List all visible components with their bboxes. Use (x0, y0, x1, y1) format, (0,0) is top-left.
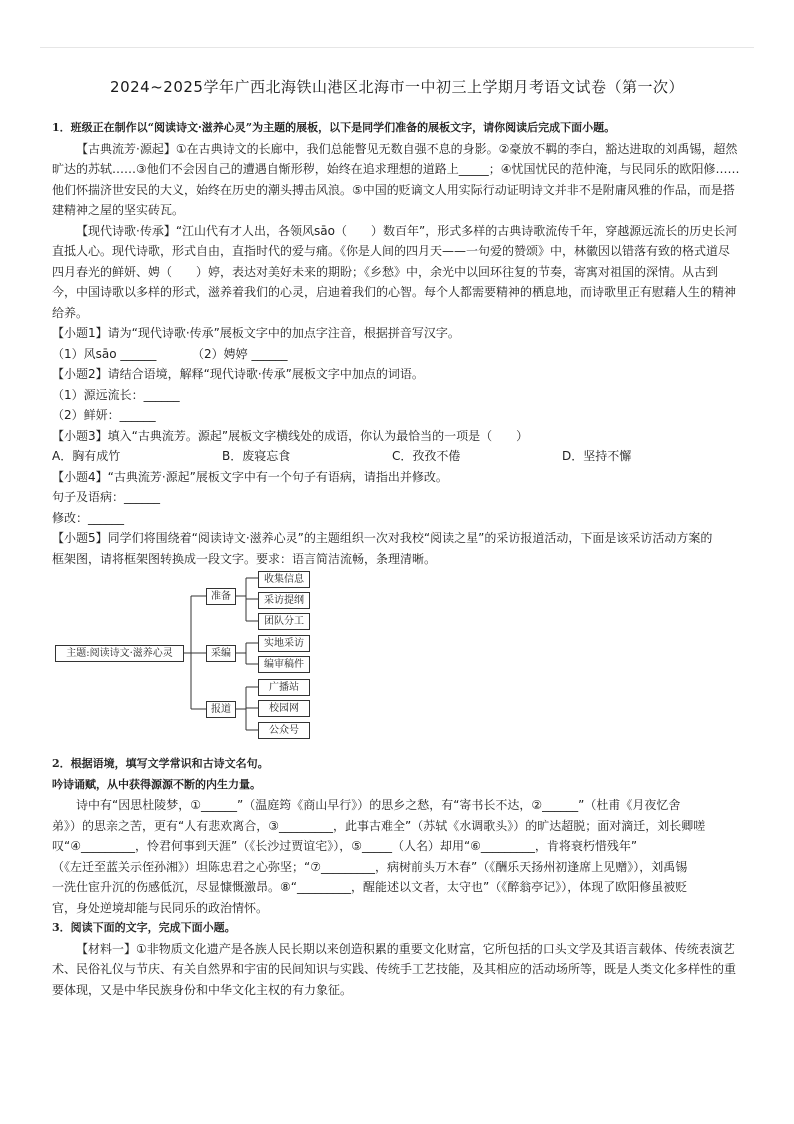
option-d: D．坚持不懈 (562, 449, 632, 463)
q2-line: 叹“④_________，怜君何事到天涯”（《长沙过贾谊宅》），⑤_____（人名）却用“⑥_________，肯将衰朽惜残年” (52, 839, 638, 853)
passage-2-line: 四月春光的鲜妍、娉（ ）婷，表达对美好未来的期盼；《乡愁》中，余光中以回环往复的节奏，寄寓对祖国的深情。从古到 (52, 264, 719, 279)
answer-blank-2: （2）娉婷 ______ (192, 346, 288, 361)
question-2-heading: 2．根据语境，填写文学常识和古诗文名句。 (52, 757, 269, 770)
branch-report: 报道 (206, 701, 236, 718)
q2-line: 弟》）的思亲之苦，更有“人有悲欢离合，③_________，此事古难全”（苏轼《水调歌头》）的旷达超脱；面对滴迁，刘长卿嗟 (52, 818, 706, 833)
passage-1-line: 【古典流芳·源起】①在古典诗文的长廊中，我们总能瞥见无数自强不息的身影。②豪放不羁的李白，豁达进取的刘禹锡，超然 (76, 141, 738, 156)
leaf-edit-manuscript: 编审稿件 (258, 656, 310, 673)
option-a: A．胸有成竹 (52, 449, 121, 463)
question-3-heading: 3．阅读下面的文字，完成下面小题。 (52, 921, 236, 934)
leaf-team-division: 团队分工 (258, 613, 310, 630)
leaf-interview-outline: 采访提纲 (258, 592, 310, 609)
passage-1-line: 他们怀揣济世安民的大义，始终在历史的潮头搏击风浪。⑤中国的贬谪文人用实际行动证明诗文并非不是附庸风雅的作品，而是搭 (52, 182, 735, 197)
option-c: C．孜孜不倦 (392, 449, 461, 463)
subquestion-5-cont: 框架图，请将框架图转换成一段文字。要求：语言简洁流畅，条理清晰。 (52, 551, 437, 566)
q2-line: 诗中有“因思杜陵梦，①______”（温庭筠《商山早行》）的思乡之愁，有“寄书长不达，②______”（杜甫《月夜忆舍 (76, 798, 681, 812)
material-1-line: 【材料一】①非物质文化遗产是各族人民长期以来创造积累的重要文化财富，它所包括的口头文学及其语言载体、传统表演艺 (76, 941, 735, 956)
passage-2-line: 今，中国诗歌以多样的形式，滋养着我们的心灵，启迪着我们的心智。每个人都需要精神的栖息地，而诗歌里正有慰藉人生的精神 (52, 285, 737, 299)
passage-2-line: 直抵人心。现代诗歌，形式自由，直指时代的爱与痛。《你是人间的四月天——一句爱的赞颂》中，林徽因以错落有致的格式道尽 (52, 244, 731, 258)
subquestion-5: 【小题5】同学们将围绕着“阅读诗文·滋养心灵”的主题组织一次对我校“阅读之星”的采访报道活动，下面是该采访活动方案的 (52, 531, 713, 545)
passage-1-line: 建精神之屋的坚实砖瓦。 (52, 203, 185, 217)
page-title: 2024~2025学年广西北海铁山港区北海市一中初三上学期月考语文试卷（第一次） (110, 78, 684, 96)
q2-line: 官，身处逆境却能与民同乐的政治情怀。 (52, 900, 269, 915)
answer-blank-5: 句子及语病：______ (52, 490, 161, 504)
exam-content (52, 118, 742, 1000)
answer-blank-3: （1）源远流长：______ (52, 387, 180, 402)
subquestion-4: 【小题4】“古典流芳·源起”展板文字中有一个句子有语病，请指出并修改。 (52, 469, 448, 484)
passage-2-line: 给养。 (52, 305, 89, 320)
subquestion-3-options (52, 446, 742, 467)
answer-blank-6: 修改：______ (52, 510, 125, 525)
material-1-line: 术、民俗礼仪与节庆、有关自然界和宇宙的民间知识与实践、传统手工艺技能，及其相应的活动场所等，既是人类文化多样性的重 (52, 962, 737, 976)
subquestion-3: 【小题3】填入“古典流芳。源起”展板文字横线处的成语，你认为最恰当的一项是（ ） (52, 428, 529, 443)
option-b: B．废寝忘食 (222, 449, 291, 463)
material-1-line: 要体现，又是中华民族身份和中华文化主权的有力象征。 (52, 982, 353, 997)
leaf-collect-info: 收集信息 (258, 571, 310, 588)
branch-edit: 采编 (206, 645, 236, 662)
answer-blank-1: （1）风sāo ______ (52, 346, 157, 361)
leaf-campus-web: 校园网 (258, 700, 310, 717)
passage-1-line: 旷达的苏轼……③他们不会因自己的遭遇自惭形秽，始终在追求理想的道路上_____；④忧国忧民的范仲淹，与民同乐的欧阳修…… (52, 162, 740, 176)
q2-line: （《左迁至蓝关示侄孙湘》）坦陈忠君之心弥坚；“⑦_________，病树前头万木春”（《酬乐天扬州初逢席上见赠》），刘禹锡 (52, 859, 688, 874)
question-1-heading: 1．班级正在制作以“阅读诗文·滋养心灵”为主题的展板，以下是同学们准备的展板文字，请你阅读后完成下面小题。 (52, 121, 616, 134)
leaf-radio-station: 广播站 (258, 679, 310, 696)
header-divider (40, 47, 754, 48)
subquestion-1: 【小题1】请为“现代诗歌·传承”展板文字中的加点字注音，根据拼音写汉字。 (52, 326, 460, 340)
subquestion-2: 【小题2】请结合语境，解释“现代诗歌·传承”展板文字中加点的词语。 (52, 367, 424, 381)
leaf-public-account: 公众号 (258, 722, 310, 739)
answer-blank-4: （2）鲜妍：______ (52, 408, 156, 422)
question-2-subheading: 吟诗诵赋，从中获得源源不断的内生力量。 (52, 777, 261, 791)
framework-diagram (55, 575, 355, 740)
leaf-field-interview: 实地采访 (258, 635, 310, 652)
passage-2-line: 【现代诗歌·传承】“江山代有才人出，各领风sāo（ ）数百年”，形式多样的古典诗歌流传千年，穿越源远流长的历史长河 (76, 223, 738, 238)
q2-line: 一洗仕宦升沉的伤感低沉，尽显慷慨激昂。⑧“_________，醒能述以文者，太守也”（《醉翁亭记》），体现了欧阳修虽被贬 (52, 880, 688, 894)
branch-prepare: 准备 (206, 588, 236, 605)
subquestion-1-answers (52, 344, 742, 365)
diagram-root-node: 主题:阅读诗文·滋养心灵 (55, 645, 184, 662)
